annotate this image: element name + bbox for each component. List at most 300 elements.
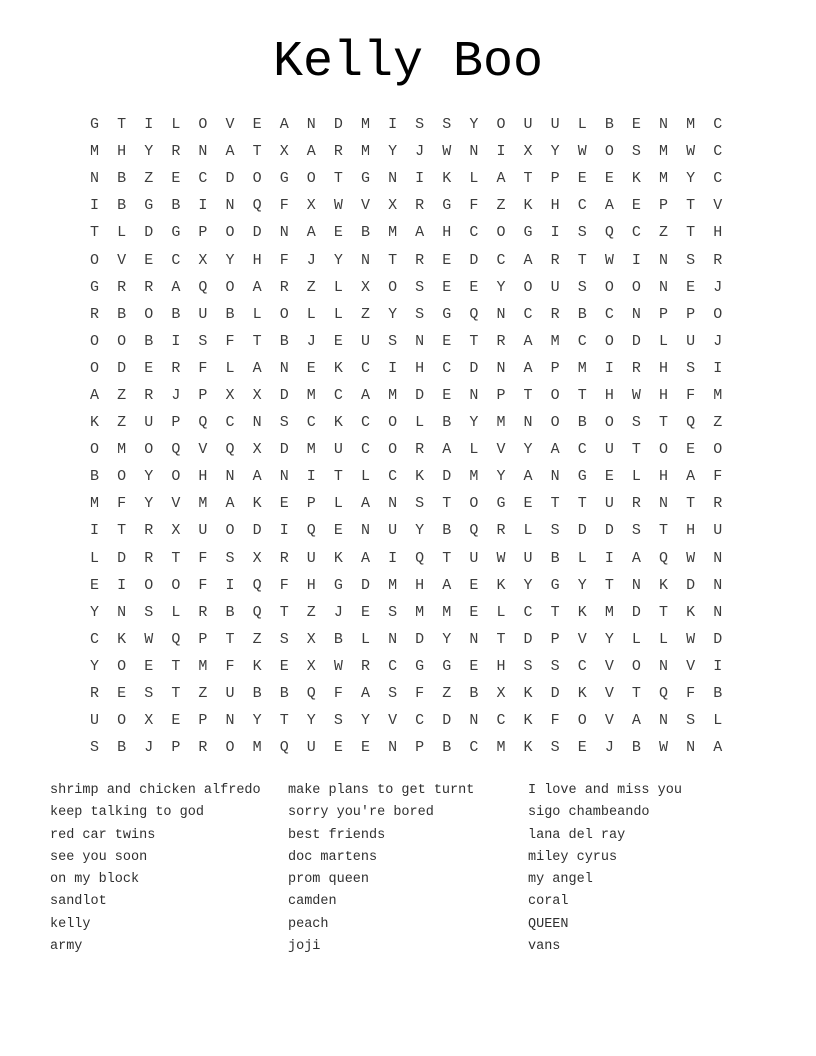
- grid-letter: N: [659, 251, 669, 269]
- grid-letter: V: [171, 495, 181, 513]
- grid-letter: A: [306, 143, 316, 161]
- grid-letter: D: [252, 224, 262, 242]
- grid-letter: R: [415, 251, 425, 269]
- grid-letter: R: [550, 251, 560, 269]
- word-list-item: sigo chambeando: [528, 805, 650, 821]
- grid-letter: E: [333, 739, 343, 757]
- grid-letter: U: [333, 441, 343, 459]
- grid-letter: V: [388, 712, 398, 730]
- grid-letter: S: [686, 359, 696, 377]
- grid-letter: L: [252, 305, 262, 323]
- grid-letter: Y: [306, 712, 316, 730]
- grid-letter: B: [225, 603, 235, 621]
- grid-letter: R: [171, 143, 181, 161]
- grid-letter: L: [713, 712, 723, 730]
- grid-letter: O: [496, 224, 506, 242]
- grid-letter: I: [198, 197, 208, 215]
- word-list-item: shrimp and chicken alfredo: [50, 783, 261, 798]
- grid-letter: N: [388, 495, 398, 513]
- grid-letter: T: [442, 495, 452, 513]
- grid-letter: D: [631, 332, 641, 350]
- grid-letter: Y: [333, 251, 343, 269]
- word-list-item: lana del ray: [528, 827, 626, 843]
- grid-letter: Y: [360, 712, 370, 730]
- word-search-grid: [81, 111, 731, 761]
- grid-letter: U: [388, 522, 398, 540]
- grid-letter: B: [252, 685, 262, 703]
- grid-letter: I: [388, 359, 398, 377]
- grid-letter: N: [469, 143, 479, 161]
- grid-letter: W: [442, 143, 452, 161]
- grid-letter: O: [252, 170, 262, 188]
- grid-letter: U: [469, 549, 479, 567]
- grid-letter: K: [333, 549, 343, 567]
- grid-letter: X: [306, 630, 316, 648]
- grid-letter: N: [225, 468, 235, 486]
- grid-letter: B: [442, 739, 452, 757]
- grid-letter: C: [523, 603, 533, 621]
- grid-letter: H: [686, 522, 696, 540]
- grid-letter: N: [469, 712, 479, 730]
- grid-letter: D: [333, 116, 343, 134]
- grid-letter: B: [117, 305, 127, 323]
- grid-letter: T: [171, 657, 181, 675]
- grid-letter: R: [144, 386, 154, 404]
- grid-letter: O: [90, 251, 100, 269]
- grid-letter: U: [550, 278, 560, 296]
- grid-letter: I: [171, 332, 181, 350]
- grid-letter: Y: [388, 143, 398, 161]
- grid-letter: C: [198, 170, 208, 188]
- grid-letter: M: [713, 386, 723, 404]
- grid-letter: U: [604, 495, 614, 513]
- grid-letter: I: [306, 468, 316, 486]
- grid-letter: E: [279, 495, 289, 513]
- grid-letter: T: [333, 468, 343, 486]
- grid-letter: B: [144, 332, 154, 350]
- grid-letter: R: [415, 441, 425, 459]
- grid-letter: C: [333, 386, 343, 404]
- word-list-item: coral: [528, 894, 569, 910]
- grid-letter: O: [577, 712, 587, 730]
- word-list-item: vans: [528, 939, 561, 955]
- grid-letter: T: [686, 197, 696, 215]
- grid-letter: M: [388, 576, 398, 594]
- grid-letter: K: [496, 576, 506, 594]
- grid-letter: T: [604, 576, 614, 594]
- grid-letter: R: [496, 332, 506, 350]
- grid-letter: G: [90, 116, 100, 134]
- grid-letter: K: [659, 576, 669, 594]
- grid-letter: E: [279, 657, 289, 675]
- grid-letter: A: [252, 468, 262, 486]
- grid-letter: C: [713, 116, 723, 134]
- grid-letter: Z: [198, 685, 208, 703]
- grid-letter: S: [415, 305, 425, 323]
- grid-letter: R: [144, 522, 154, 540]
- grid-letter: B: [171, 305, 181, 323]
- grid-letter: L: [469, 170, 479, 188]
- grid-letter: K: [333, 359, 343, 377]
- grid-letter: N: [306, 116, 316, 134]
- word-list-item: on my block: [50, 872, 140, 888]
- grid-letter: M: [496, 414, 506, 432]
- grid-letter: E: [469, 657, 479, 675]
- grid-letter: Y: [686, 170, 696, 188]
- grid-letter: T: [279, 712, 289, 730]
- grid-letter: I: [496, 143, 506, 161]
- grid-letter: E: [577, 739, 587, 757]
- grid-letter: S: [279, 414, 289, 432]
- grid-letter: A: [631, 549, 641, 567]
- grid-letter: E: [306, 359, 316, 377]
- grid-letter: S: [686, 251, 696, 269]
- word-list-item: make plans to get turnt: [288, 783, 475, 798]
- grid-letter: V: [686, 657, 696, 675]
- word-list-item: sorry you're bored: [288, 805, 434, 821]
- grid-letter: E: [333, 224, 343, 242]
- grid-letter: P: [198, 386, 208, 404]
- grid-letter: U: [225, 685, 235, 703]
- grid-letter: D: [117, 549, 127, 567]
- grid-letter: T: [90, 224, 100, 242]
- grid-letter: B: [604, 116, 614, 134]
- grid-letter: K: [523, 685, 533, 703]
- grid-letter: O: [171, 576, 181, 594]
- grid-letter: G: [415, 657, 425, 675]
- grid-letter: H: [659, 386, 669, 404]
- grid-letter: H: [306, 576, 316, 594]
- grid-letter: A: [360, 495, 370, 513]
- grid-letter: O: [144, 441, 154, 459]
- grid-letter: K: [686, 603, 696, 621]
- grid-letter: I: [90, 197, 100, 215]
- word-list-column-1: [50, 780, 261, 958]
- grid-letter: Z: [713, 414, 723, 432]
- grid-letter: N: [659, 657, 669, 675]
- grid-letter: B: [117, 170, 127, 188]
- grid-letter: M: [415, 603, 425, 621]
- grid-letter: C: [713, 170, 723, 188]
- grid-letter: U: [198, 522, 208, 540]
- grid-letter: A: [442, 441, 452, 459]
- grid-letter: Y: [90, 657, 100, 675]
- grid-letter: R: [198, 603, 208, 621]
- grid-letter: D: [550, 685, 560, 703]
- grid-letter: Z: [117, 414, 127, 432]
- grid-letter: T: [171, 685, 181, 703]
- grid-letter: O: [496, 116, 506, 134]
- grid-letter: X: [523, 143, 533, 161]
- grid-letter: H: [442, 224, 452, 242]
- grid-letter: T: [252, 332, 262, 350]
- grid-letter: W: [333, 197, 343, 215]
- grid-letter: C: [415, 712, 425, 730]
- grid-letter: B: [442, 414, 452, 432]
- grid-letter: F: [279, 197, 289, 215]
- grid-letter: A: [496, 170, 506, 188]
- grid-letter: A: [225, 143, 235, 161]
- grid-letter: B: [577, 305, 587, 323]
- grid-letter: L: [360, 468, 370, 486]
- grid-letter: H: [252, 251, 262, 269]
- word-list-item: sandlot: [50, 894, 107, 910]
- grid-letter: L: [225, 359, 235, 377]
- grid-letter: S: [333, 712, 343, 730]
- grid-letter: L: [171, 116, 181, 134]
- grid-letter: C: [523, 305, 533, 323]
- grid-letter: K: [523, 197, 533, 215]
- grid-letter: X: [388, 197, 398, 215]
- grid-letter: O: [225, 224, 235, 242]
- grid-letter: F: [333, 685, 343, 703]
- grid-letter: P: [686, 305, 696, 323]
- grid-letter: H: [117, 143, 127, 161]
- grid-letter: F: [198, 359, 208, 377]
- grid-letter: T: [631, 685, 641, 703]
- grid-letter: R: [550, 305, 560, 323]
- grid-letter: B: [713, 685, 723, 703]
- grid-letter: T: [550, 603, 560, 621]
- grid-letter: H: [415, 359, 425, 377]
- grid-letter: S: [388, 685, 398, 703]
- grid-letter: F: [198, 576, 208, 594]
- grid-letter: M: [360, 116, 370, 134]
- word-list-item: peach: [288, 916, 329, 932]
- grid-letter: N: [252, 414, 262, 432]
- grid-letter: L: [360, 630, 370, 648]
- grid-letter: N: [469, 386, 479, 404]
- grid-letter: Y: [496, 468, 506, 486]
- grid-letter: N: [388, 739, 398, 757]
- grid-letter: E: [442, 386, 452, 404]
- grid-letter: I: [713, 359, 723, 377]
- grid-letter: K: [252, 657, 262, 675]
- grid-letter: D: [225, 170, 235, 188]
- grid-letter: A: [631, 712, 641, 730]
- grid-letter: L: [333, 495, 343, 513]
- grid-letter: Y: [469, 414, 479, 432]
- grid-letter: T: [631, 441, 641, 459]
- grid-letter: H: [550, 197, 560, 215]
- grid-letter: A: [415, 224, 425, 242]
- grid-letter: A: [442, 576, 452, 594]
- grid-letter: G: [442, 197, 452, 215]
- grid-letter: M: [198, 495, 208, 513]
- grid-letter: B: [279, 685, 289, 703]
- grid-letter: S: [415, 278, 425, 296]
- grid-letter: V: [577, 630, 587, 648]
- grid-letter: M: [252, 739, 262, 757]
- grid-letter: R: [360, 657, 370, 675]
- grid-letter: S: [631, 522, 641, 540]
- grid-letter: E: [631, 197, 641, 215]
- grid-letter: T: [550, 495, 560, 513]
- grid-letter: E: [252, 116, 262, 134]
- grid-letter: G: [90, 278, 100, 296]
- grid-letter: L: [659, 332, 669, 350]
- grid-letter: M: [577, 359, 587, 377]
- puzzle-title: Kelly Boo: [272, 34, 544, 91]
- grid-letter: N: [713, 576, 723, 594]
- word-list-column-3: [528, 780, 682, 958]
- grid-letter: E: [577, 170, 587, 188]
- grid-letter: Y: [550, 143, 560, 161]
- grid-letter: E: [604, 170, 614, 188]
- grid-letter: B: [631, 739, 641, 757]
- grid-letter: P: [306, 495, 316, 513]
- grid-letter: T: [469, 332, 479, 350]
- grid-letter: T: [686, 495, 696, 513]
- grid-letter: A: [523, 332, 533, 350]
- grid-letter: F: [225, 332, 235, 350]
- word-list-item: my angel: [528, 872, 593, 888]
- grid-letter: S: [388, 332, 398, 350]
- grid-letter: R: [415, 197, 425, 215]
- grid-letter: Y: [388, 305, 398, 323]
- grid-letter: O: [604, 414, 614, 432]
- grid-letter: C: [713, 143, 723, 161]
- grid-letter: H: [659, 468, 669, 486]
- grid-letter: F: [225, 657, 235, 675]
- grid-letter: N: [90, 170, 100, 188]
- grid-letter: A: [523, 468, 533, 486]
- grid-letter: N: [360, 251, 370, 269]
- grid-letter: L: [496, 603, 506, 621]
- grid-letter: Z: [306, 278, 316, 296]
- grid-letter: B: [117, 197, 127, 215]
- grid-letter: S: [631, 414, 641, 432]
- grid-letter: N: [631, 576, 641, 594]
- grid-letter: X: [306, 197, 316, 215]
- grid-letter: R: [631, 359, 641, 377]
- grid-letter: U: [198, 305, 208, 323]
- word-list-column-2: [288, 780, 474, 958]
- grid-letter: A: [252, 359, 262, 377]
- grid-letter: X: [171, 522, 181, 540]
- grid-letter: V: [117, 251, 127, 269]
- grid-letter: O: [523, 278, 533, 296]
- grid-letter: D: [144, 224, 154, 242]
- grid-letter: O: [631, 657, 641, 675]
- grid-letter: Z: [306, 603, 316, 621]
- grid-letter: U: [713, 522, 723, 540]
- grid-letter: M: [360, 143, 370, 161]
- grid-letter: V: [198, 441, 208, 459]
- grid-letter: F: [117, 495, 127, 513]
- grid-letter: X: [306, 657, 316, 675]
- grid-letter: O: [550, 414, 560, 432]
- grid-letter: R: [279, 278, 289, 296]
- grid-letter: O: [90, 359, 100, 377]
- grid-letter: U: [360, 332, 370, 350]
- grid-letter: C: [469, 224, 479, 242]
- grid-letter: O: [306, 170, 316, 188]
- grid-letter: O: [117, 712, 127, 730]
- grid-letter: A: [604, 197, 614, 215]
- grid-letter: D: [252, 522, 262, 540]
- grid-letter: P: [550, 170, 560, 188]
- grid-letter: D: [279, 441, 289, 459]
- grid-letter: S: [415, 116, 425, 134]
- grid-letter: S: [198, 332, 208, 350]
- grid-letter: K: [523, 739, 533, 757]
- grid-letter: N: [415, 332, 425, 350]
- grid-letter: Y: [523, 576, 533, 594]
- grid-letter: T: [171, 549, 181, 567]
- grid-letter: T: [279, 603, 289, 621]
- grid-letter: D: [523, 630, 533, 648]
- grid-letter: D: [713, 630, 723, 648]
- grid-letter: T: [523, 386, 533, 404]
- word-list-item: army: [50, 939, 83, 955]
- grid-letter: A: [360, 386, 370, 404]
- grid-letter: F: [686, 685, 696, 703]
- grid-letter: N: [198, 143, 208, 161]
- grid-letter: T: [523, 170, 533, 188]
- grid-letter: O: [631, 278, 641, 296]
- grid-letter: F: [415, 685, 425, 703]
- grid-letter: B: [333, 630, 343, 648]
- grid-letter: R: [713, 495, 723, 513]
- grid-letter: Y: [225, 251, 235, 269]
- grid-letter: G: [577, 468, 587, 486]
- grid-letter: R: [333, 143, 343, 161]
- grid-letter: I: [631, 251, 641, 269]
- grid-letter: L: [333, 278, 343, 296]
- grid-letter: J: [415, 143, 425, 161]
- grid-letter: S: [144, 685, 154, 703]
- grid-letter: D: [577, 522, 587, 540]
- grid-letter: I: [144, 116, 154, 134]
- grid-letter: D: [469, 251, 479, 269]
- grid-letter: Z: [117, 386, 127, 404]
- grid-letter: X: [198, 251, 208, 269]
- grid-letter: M: [659, 143, 669, 161]
- grid-letter: Q: [252, 197, 262, 215]
- grid-letter: B: [469, 685, 479, 703]
- grid-letter: D: [604, 522, 614, 540]
- grid-letter: Q: [415, 549, 425, 567]
- grid-letter: Q: [198, 414, 208, 432]
- grid-letter: E: [117, 685, 127, 703]
- grid-letter: C: [360, 441, 370, 459]
- grid-letter: C: [442, 359, 452, 377]
- grid-letter: R: [144, 549, 154, 567]
- grid-letter: U: [550, 116, 560, 134]
- grid-letter: T: [659, 522, 669, 540]
- grid-letter: E: [442, 278, 452, 296]
- grid-letter: J: [306, 332, 316, 350]
- grid-letter: Y: [252, 712, 262, 730]
- grid-letter: N: [550, 468, 560, 486]
- grid-letter: L: [577, 549, 587, 567]
- grid-letter: R: [496, 522, 506, 540]
- grid-letter: B: [279, 332, 289, 350]
- grid-letter: Z: [659, 224, 669, 242]
- grid-letter: T: [577, 386, 587, 404]
- grid-letter: N: [279, 468, 289, 486]
- grid-letter: R: [171, 359, 181, 377]
- grid-letter: D: [117, 359, 127, 377]
- grid-letter: K: [523, 712, 533, 730]
- grid-letter: C: [360, 359, 370, 377]
- grid-letter: E: [604, 468, 614, 486]
- grid-letter: S: [550, 739, 560, 757]
- grid-letter: G: [279, 170, 289, 188]
- grid-letter: N: [686, 739, 696, 757]
- grid-letter: E: [144, 251, 154, 269]
